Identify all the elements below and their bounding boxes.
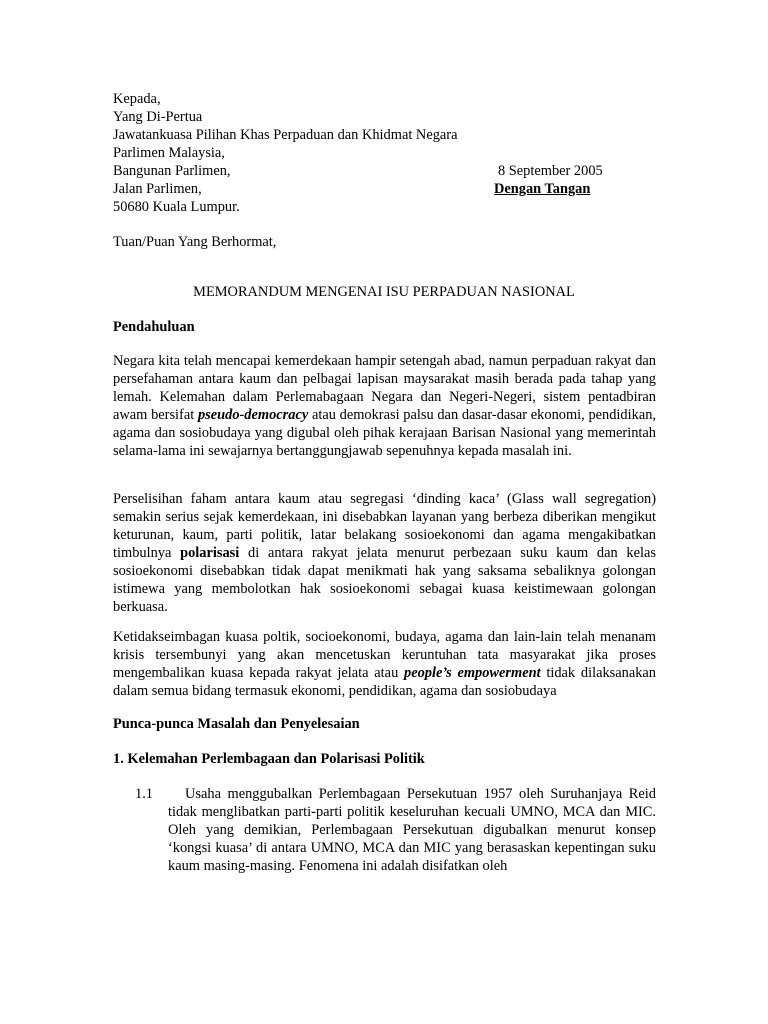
p2-text-c: di antara rakyat jelata menurut perbezaan suku kaum dan kelas sosioekonomi disebabkan tidak dapat menikmati hak yang saksama sebaliknya golongan istimewa yang membolotkan hak sosioekonomi sebagai kuasa keistimewaan golongan berkuasa. bbox=[113, 545, 656, 615]
document-title: MEMORANDUM MENGENAI ISU PERPADUAN NASIONAL bbox=[193, 284, 575, 300]
address-line-1: Kepada, bbox=[113, 91, 161, 107]
p1-emphasis: pseudo-democracy bbox=[197, 407, 309, 423]
salutation: Tuan/Puan Yang Berhormat, bbox=[113, 234, 277, 250]
p1-text-a: Negara kita telah mencapai kemerdekaan hampir setengah abad, namun perpaduan rakyat dan persefahaman antara kaum dan pelbagai lapisan maysarakat masih berada pada tahap yang lemah. Kelemahan dalam Perlemabagaan Negara dan Negeri-Negeri, sistem pentadbiran awam bersifat bbox=[113, 353, 656, 423]
p3-emphasis: people’s empowerment bbox=[404, 665, 541, 681]
intro-paragraph-3 bbox=[113, 628, 656, 700]
p2-text-a: Perselisihan faham antara kaum atau segregasi ‘dinding kaca’ (Glass wall segregation) semakin serius sejak kemerdekaan, ini disebabkan layanan yang berbeza diberikan mengikut keturunan, kaum, parti politik, latar belakang sosioekonomi dan agama mengakibatkan timbulnya bbox=[113, 491, 656, 561]
intro-paragraph-2 bbox=[113, 490, 656, 616]
p3-text-a: Ketidakseimbagan kuasa poltik, socioekonomi, budaya, agama dan lain-lain telah menanam krisis tersembunyi yang akan mencetuskan keruntuhan tata masyarakat jika proses mengembalikan kuasa kepada rakyat jelata atau bbox=[113, 629, 656, 681]
intro-heading: Pendahuluan bbox=[113, 319, 195, 335]
address-line-7: 50680 Kuala Lumpur. bbox=[113, 199, 240, 215]
intro-paragraph-1 bbox=[113, 352, 656, 460]
letter-date: 8 September 2005 bbox=[498, 163, 603, 179]
p3-text-c: tidak dilaksanakan dalam semua bidang termasuk ekonomi, pendidikan, agama dan sosiobudaya bbox=[113, 665, 656, 699]
p1-text-c: atau demokrasi palsu dan dasar-dasar ekonomi, pendidikan, agama dan sosiobudaya yang digubal oleh pihak kerajaan Barisan Nasional yang memerintah selama-lama ini sewajarnya bertanggungjawab sepenuhnya kepada masalah ini. bbox=[113, 407, 656, 459]
section-heading: Punca-punca Masalah dan Penyelesaian bbox=[113, 716, 360, 732]
address-line-4: Parlimen Malaysia, bbox=[113, 145, 225, 161]
address-line-5: Bangunan Parlimen, bbox=[113, 163, 231, 179]
item-1-1-text: Usaha menggubalkan Perlembagaan Persekutuan 1957 oleh Suruhanjaya Reid tidak menglibatkan parti-parti politik keseluruhan kecuali UMNO, MCA dan MIC. Oleh yang demikian, Perlembagaan Persekutuan digubalkan menurut konsep ‘kongsi kuasa’ di antara UMNO, MCA dan MIC yang berasaskan kepentingan suku kaum masing-masing. Fenomena ini adalah disifatkan oleh bbox=[168, 786, 656, 874]
p2-emphasis: polarisasi bbox=[180, 545, 240, 561]
delivery-note: Dengan Tangan bbox=[494, 181, 591, 197]
address-line-2: Yang Di-Pertua bbox=[113, 109, 203, 125]
sub-heading: 1. Kelemahan Perlembagaan dan Polarisasi Politik bbox=[113, 751, 425, 767]
item-number: 1.1 bbox=[135, 786, 153, 802]
address-line-3: Jawatankuasa Pilihan Khas Perpaduan dan Khidmat Negara bbox=[113, 127, 458, 143]
address-line-6: Jalan Parlimen, bbox=[113, 181, 202, 197]
